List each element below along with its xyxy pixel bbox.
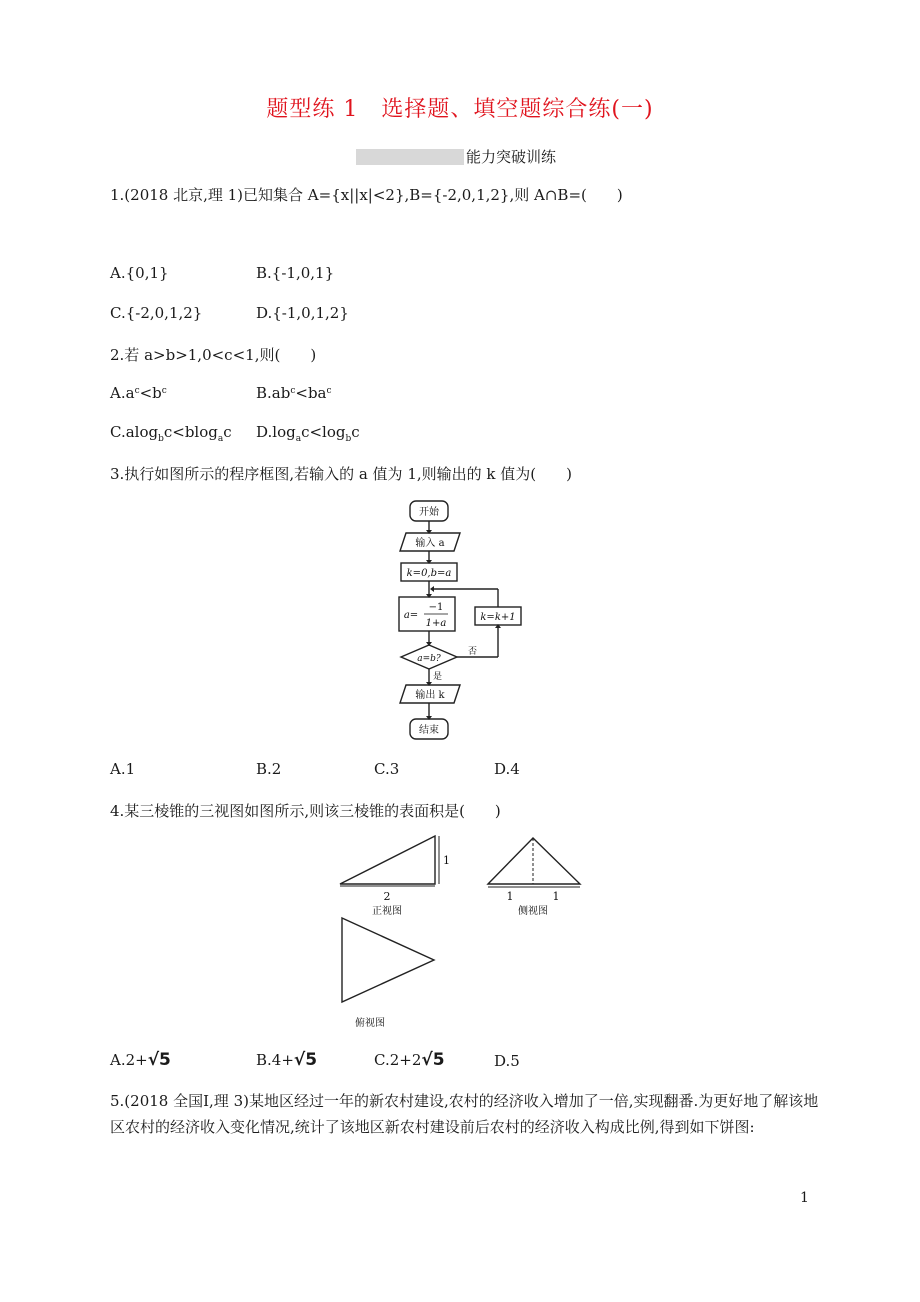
flowchart-start-label: 开始 <box>419 507 439 518</box>
question-4-text: 4.某三棱锥的三视图如图所示,则该三棱锥的表面积是( ) <box>110 802 501 820</box>
q4-option-b: B.4+√5 <box>256 1050 318 1070</box>
side-view-triangle <box>488 838 580 884</box>
q1-option-b: B.{-1,0,1} <box>256 264 335 282</box>
q2-option-a: $A.a^c<b^c$ <box>110 384 167 402</box>
flowchart-input-label: 输入 a <box>415 538 445 549</box>
q1-option-d: D.{-1,0,1,2} <box>256 304 349 322</box>
flowchart-increment-label: k=k+1 <box>480 612 516 623</box>
flowchart-assign-lhs: a= <box>403 610 419 621</box>
q1-option-a: A.{0,1} <box>110 264 169 282</box>
three-view-diagram <box>330 830 600 1035</box>
q3-option-a: A.1 <box>110 760 136 778</box>
front-height-label: 1 <box>443 854 450 867</box>
question-3-text: 3.执行如图所示的程序框图,若输入的 a 值为 1,则输出的 k 值为( ) <box>110 465 572 483</box>
flowchart-condition-label: a=b? <box>417 654 441 664</box>
q3-option-c: C.3 <box>374 760 400 778</box>
top-view-triangle <box>342 918 434 1002</box>
q3-option-d: D.4 <box>494 760 520 778</box>
flowchart-no-label: 否 <box>468 647 478 657</box>
flowchart-yes-label: 是 <box>433 672 443 682</box>
q4-option-d: D.5 <box>494 1052 520 1070</box>
q3-option-b: B.2 <box>256 760 282 778</box>
q4-option-a: A.2+√5 <box>110 1050 171 1070</box>
side-right-label: 1 <box>552 890 560 903</box>
q2-option-d: $D.\log_ac<\log_bc$ <box>256 423 360 444</box>
flowchart-end-label: 结束 <box>419 725 439 736</box>
subheading-text: 能力突破训练 <box>466 148 557 166</box>
side-view-caption: 侧视图 <box>518 906 548 917</box>
page-title: 题型练 1 选择题、填空题综合练(一) <box>266 97 654 122</box>
front-view-triangle <box>340 836 435 884</box>
side-left-label: 1 <box>506 890 514 903</box>
question-1-text: 1.(2018 北京,理 1)已知集合 A={x||x|<2},B={-2,0,1,2},则 A∩B=( ) <box>110 186 623 204</box>
flowchart-assign-denominator: 1+a <box>425 618 447 629</box>
q4-option-c: C.2+2√5 <box>374 1050 445 1070</box>
flowchart-assign-numerator: −1 <box>428 602 444 613</box>
page-number: 1 <box>800 1190 809 1206</box>
question-5-text: 5.(2018 全国Ⅰ,理 3)某地区经过一年的新农村建设,农村的经济收入增加了一倍,实现翻番.为更好地了解该地区农村的经济收入变化情况,统计了该地区新农村建设前后农村的经济收入构成比例,得到如下饼图: <box>110 1092 819 1136</box>
question-2-text: 2.若 a>b>1,0<c<1,则( ) <box>110 346 317 364</box>
flowchart-output-label: 输出 k <box>415 690 445 701</box>
section-subheading <box>356 146 556 167</box>
front-view-caption: 正视图 <box>372 906 402 917</box>
q2-option-b: $B.ab^c<ba^c$ <box>256 384 332 402</box>
q2-option-c: C.alog$_b$c<blog$_a$c <box>110 423 232 444</box>
flowchart-diagram <box>380 495 540 745</box>
redacted-bar <box>356 149 464 165</box>
q1-option-c: C.{-2,0,1,2} <box>110 304 203 322</box>
flowchart-init-label: k=0,b=a <box>406 568 452 579</box>
top-view-caption: 俯视图 <box>355 1018 385 1029</box>
front-width-label: 2 <box>383 890 391 903</box>
